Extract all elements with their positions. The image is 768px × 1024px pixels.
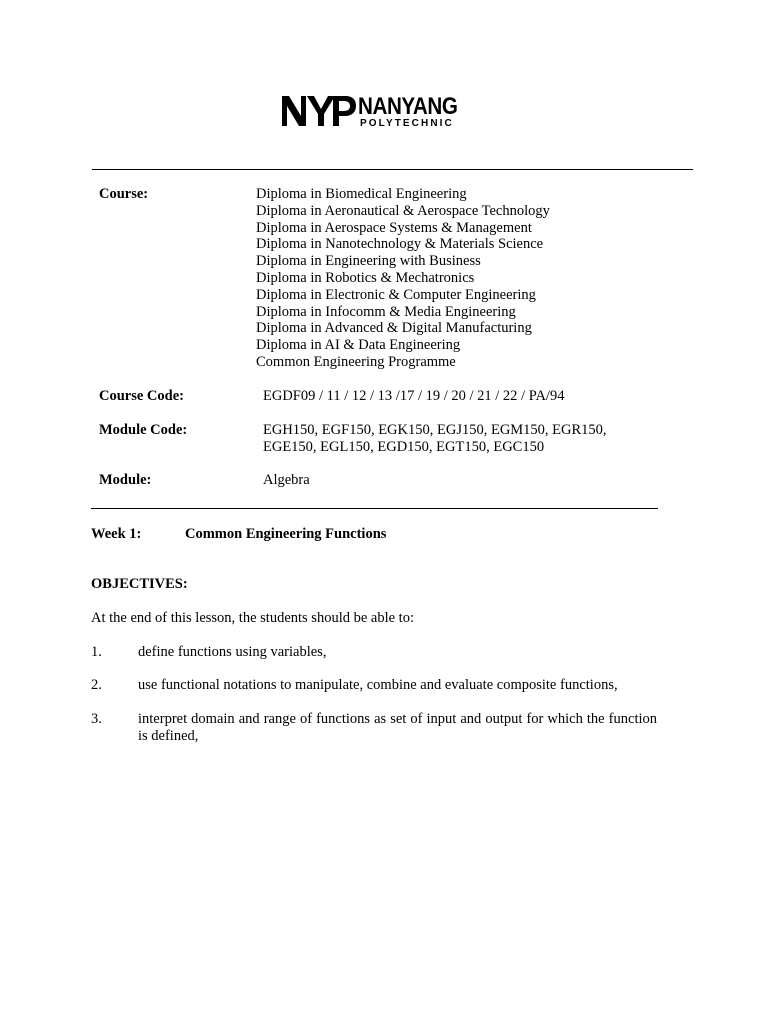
objective-text: interpret domain and range of functions as set of input and output for which the function is defined,: [138, 711, 657, 744]
objective-number: 3.: [91, 711, 102, 727]
objectives-intro: At the end of this lesson, the students should be able to:: [91, 610, 414, 626]
module-code-line: EGE150, EGL150, EGD150, EGT150, EGC150: [263, 439, 545, 455]
course-item: Diploma in Engineering with Business: [256, 253, 481, 270]
top-divider: [92, 169, 693, 170]
course-label: Course:: [99, 186, 149, 202]
section-divider: [91, 508, 658, 509]
course-item: Diploma in Aerospace Systems & Management: [256, 219, 532, 236]
module-code-label: Module Code:: [99, 422, 188, 438]
course-list: [256, 186, 550, 371]
module-code-value: [263, 422, 607, 456]
logo-subname: POLYTECHNIC: [360, 118, 454, 129]
course-item: Diploma in Infocomm & Media Engineering: [256, 303, 516, 320]
objective-number: 1.: [91, 644, 102, 660]
week-title: Common Engineering Functions: [185, 526, 387, 542]
week-label: Week 1:: [91, 526, 142, 542]
course-item: Diploma in Biomedical Engineering: [256, 186, 467, 202]
course-code-label: Course Code:: [99, 388, 184, 404]
course-item: Diploma in Advanced & Digital Manufacturing: [256, 320, 532, 337]
nyp-logo: [281, 92, 471, 132]
objective-item: [91, 677, 657, 694]
module-value: Algebra: [263, 472, 310, 488]
objectives-heading: OBJECTIVES:: [91, 576, 188, 592]
course-item: Diploma in AI & Data Engineering: [256, 337, 461, 354]
course-item: Diploma in Robotics & Mechatronics: [256, 269, 475, 286]
course-item: Common Engineering Programme: [256, 353, 456, 370]
course-code-value: EGDF09 / 11 / 12 / 13 /17 / 19 / 20 / 21 / 22 / PA/94: [263, 388, 565, 404]
objective-number: 2.: [91, 677, 102, 693]
nyp-logo-mark-icon: [281, 92, 357, 130]
module-label: Module:: [99, 472, 152, 488]
logo-name: NANYANG: [358, 93, 458, 120]
module-code-line: EGH150, EGF150, EGK150, EGJ150, EGM150, EGR150,: [263, 422, 607, 438]
course-item: Diploma in Aeronautical & Aerospace Technology: [256, 202, 550, 219]
course-item: Diploma in Nanotechnology & Materials Science: [256, 236, 544, 253]
objective-item: [91, 711, 657, 745]
objective-item: [91, 644, 657, 661]
course-item: Diploma in Electronic & Computer Engineering: [256, 286, 536, 303]
objective-text: use functional notations to manipulate, combine and evaluate composite functions,: [138, 677, 618, 693]
objective-text: define functions using variables,: [138, 644, 327, 660]
